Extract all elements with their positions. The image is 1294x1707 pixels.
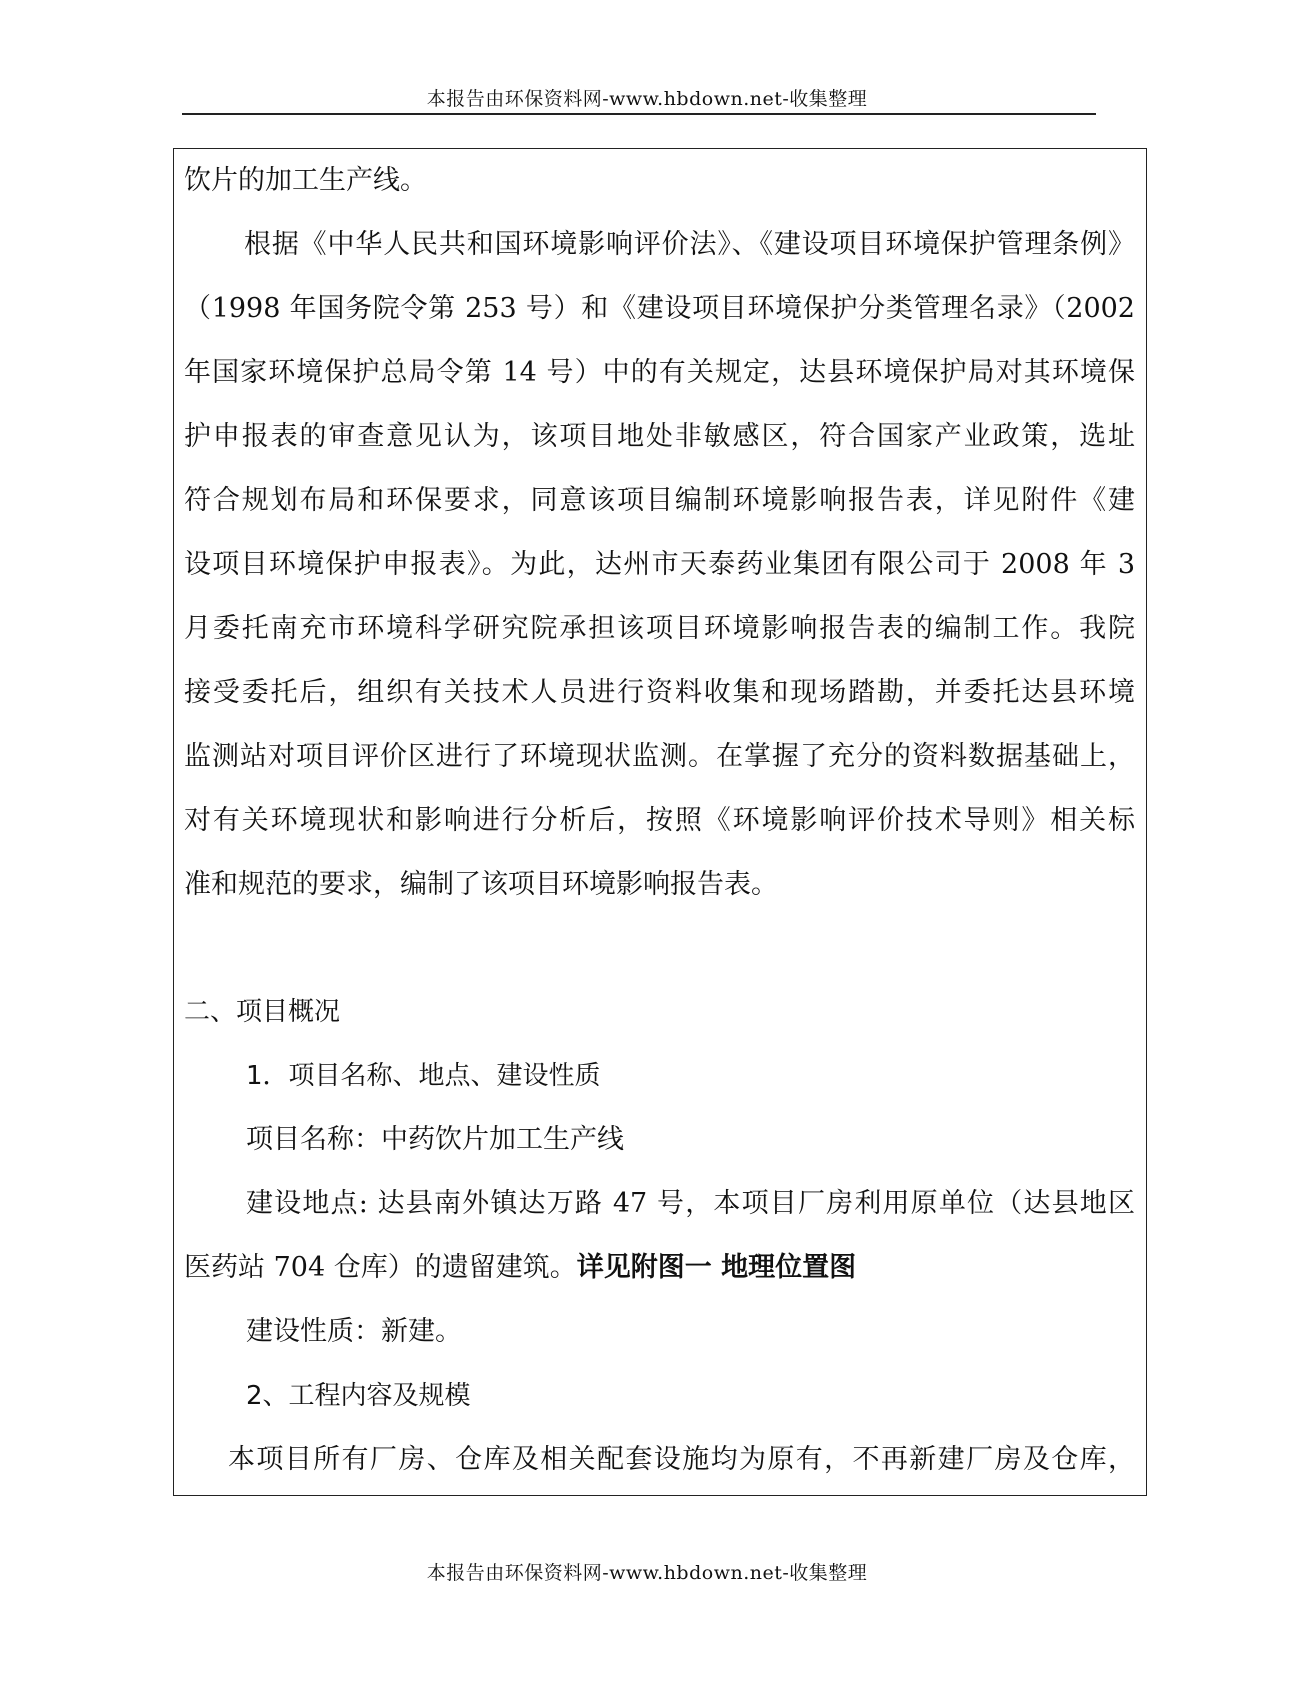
paragraph-line: 对有关环境现状和影响进行分析后，按照《环境影响评价技术导则》相关标 <box>184 805 1135 836</box>
subsection-heading: 1．项目名称、地点、建设性质 <box>246 1061 601 1091</box>
subsection-heading: 2、工程内容及规模 <box>246 1381 471 1411</box>
paragraph-line: 接受委托后，组织有关技术人员进行资料收集和现场踏勘，并委托达县环境 <box>184 677 1135 708</box>
paragraph-line: 年国家环境保护总局令第 14 号）中的有关规定，达县环境保护局对其环境保 <box>184 357 1135 388</box>
paragraph-line: 设项目环境保护申报表》。为此，达州市天泰药业集团有限公司于 2008 年 3 <box>184 549 1135 580</box>
site-line: 建设地点: 达县南外镇达万路 47 号，本项目厂房利用原单位（达县地区 <box>246 1188 1135 1219</box>
page-header: 本报告由环保资料网-www.hbdown.net-收集整理 <box>426 88 868 110</box>
paragraph-line: 本项目所有厂房、仓库及相关配套设施均为原有，不再新建厂房及仓库， <box>228 1444 1135 1475</box>
paragraph-line: 饮片的加工生产线。 <box>184 165 427 196</box>
header-rule <box>182 113 1096 115</box>
paragraph-line: 月委托南充市环境科学研究院承担该项目环境影响报告表的编制工作。我院 <box>184 613 1135 644</box>
construction-nature-line: 建设性质：新建。 <box>246 1316 462 1347</box>
project-name-line: 项目名称：中药饮片加工生产线 <box>246 1124 624 1155</box>
paragraph-line: 监测站对项目评价区进行了环境现状监测。在掌握了充分的资料数据基础上， <box>184 741 1135 772</box>
paragraph-line: 根据《中华人民共和国环境影响评价法》、《建设项目环境保护管理条例》 <box>244 229 1135 260</box>
figure-reference: 详见附图一 地理位置图 <box>576 1252 857 1283</box>
page-footer: 本报告由环保资料网-www.hbdown.net-收集整理 <box>426 1562 868 1584</box>
section-heading: 二、项目概况 <box>184 997 341 1027</box>
site-text: 医药站 704 仓库）的遗留建筑。 <box>184 1252 577 1283</box>
content-frame <box>173 148 1147 1496</box>
paragraph-line: 准和规范的要求，编制了该项目环境影响报告表。 <box>184 869 778 900</box>
site-line-2 <box>184 1250 856 1286</box>
paragraph-line: 护申报表的审查意见认为，该项目地处非敏感区，符合国家产业政策，选址 <box>184 421 1135 452</box>
paragraph-line: 符合规划布局和环保要求，同意该项目编制环境影响报告表，详见附件《建 <box>184 485 1135 516</box>
paragraph-line: （1998 年国务院令第 253 号）和《建设项目环境保护分类管理名录》（2002 <box>184 293 1135 324</box>
